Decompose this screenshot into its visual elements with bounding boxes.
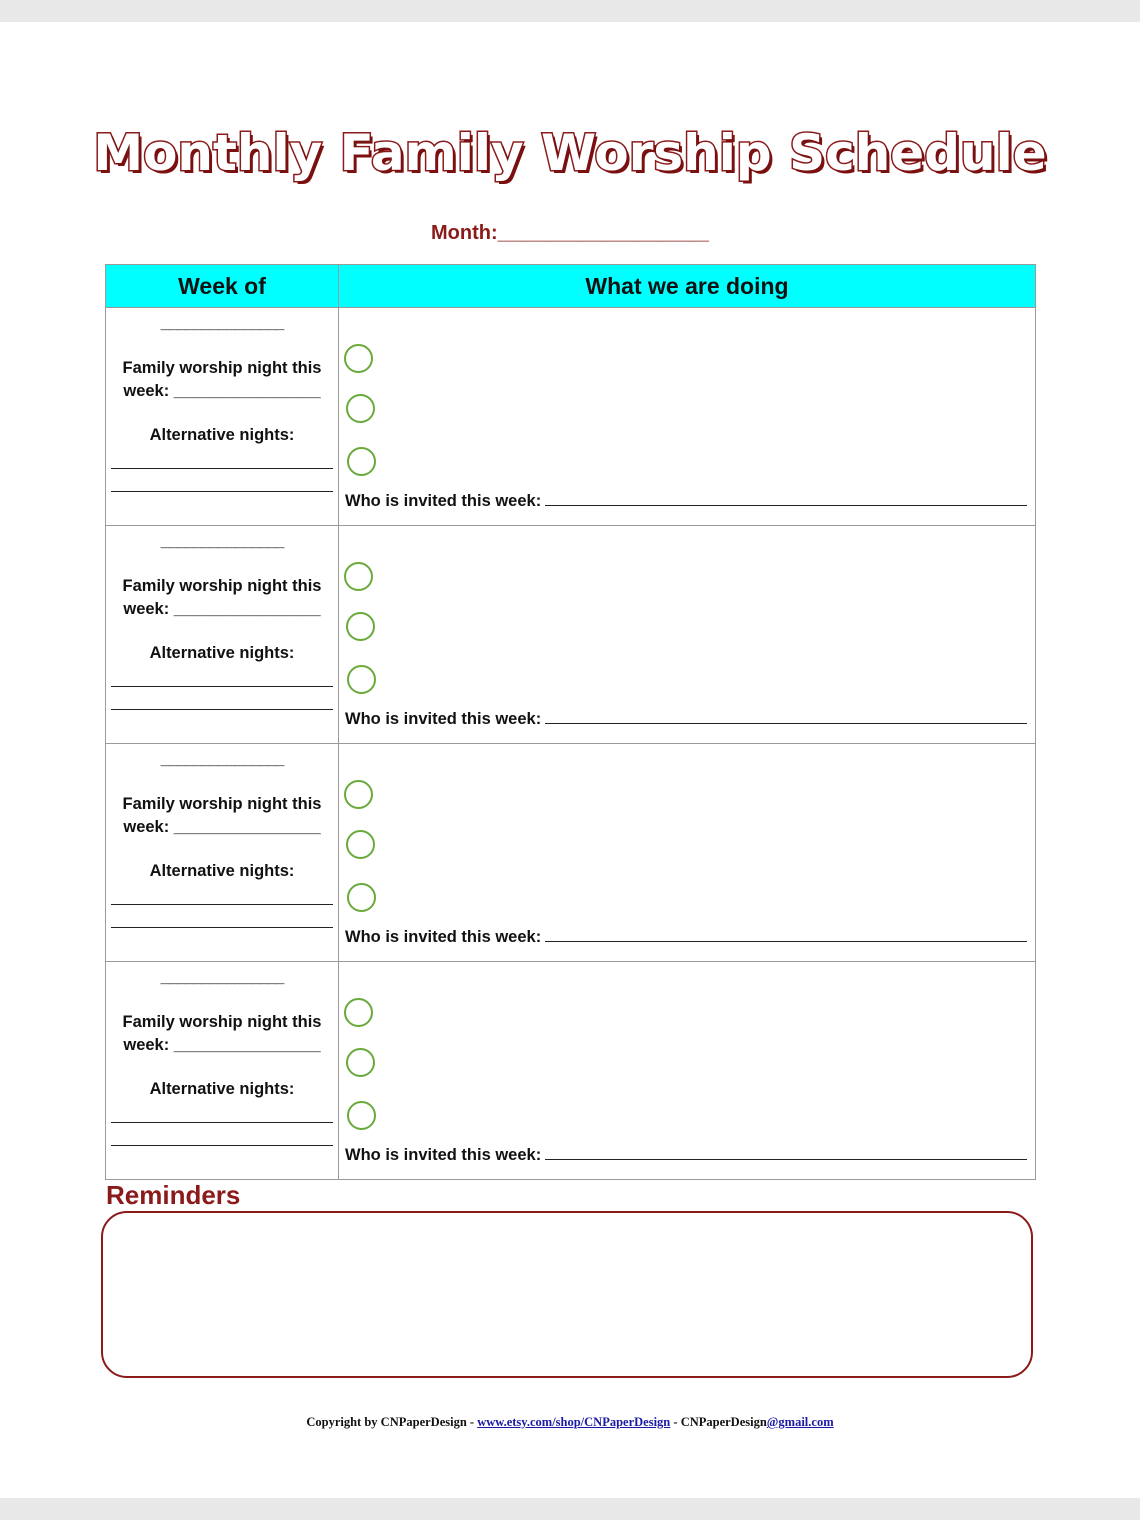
table-header-row: [106, 265, 1036, 308]
family-night-label: Family worship night this: [122, 359, 322, 377]
email-user-text: CNPaperDesign: [680, 1415, 767, 1429]
week-date-line: _______________: [160, 314, 284, 332]
activity-cell: [339, 526, 1036, 744]
family-night-label: Family worship night this: [122, 795, 322, 813]
alternative-night-line: [111, 491, 333, 492]
alternative-nights-label: Alternative nights:: [149, 1080, 295, 1098]
page-title: Monthly Family Worship Schedule: [93, 124, 1047, 182]
week-date-line: _______________: [160, 532, 284, 550]
checkbox-circle-icon: [346, 1048, 375, 1077]
invite-label: Who is invited this week:: [345, 710, 542, 728]
week-cell: [106, 744, 339, 962]
table-row: [106, 526, 1036, 744]
checkbox-circle-icon: [347, 883, 376, 912]
copyright-text: Copyright by CNPaperDesign: [306, 1415, 467, 1429]
invite-field: [345, 1146, 1027, 1165]
invite-field: [345, 928, 1027, 947]
week-date-line: _______________: [160, 968, 284, 986]
alternative-night-line: [111, 1145, 333, 1146]
checkbox-circle-icon: [346, 394, 375, 423]
month-field: Month:___________________: [431, 222, 709, 244]
week-cell: [106, 308, 339, 526]
alternative-nights-label: Alternative nights:: [149, 862, 295, 880]
checkbox-circle-icon: [346, 612, 375, 641]
footer-separator: -: [466, 1415, 478, 1429]
reminders-heading: Reminders: [106, 1180, 241, 1210]
family-night-week-line: week: ________________: [123, 600, 321, 618]
alternative-night-line: [111, 904, 333, 905]
invite-line: [545, 941, 1027, 942]
checkbox-circle-icon: [347, 665, 376, 694]
activity-cell: [339, 744, 1036, 962]
family-night-week-line: week: ________________: [123, 382, 321, 400]
family-night-week-line: week: ________________: [123, 1036, 321, 1054]
alternative-night-line: [111, 1122, 333, 1123]
worksheet-page: [0, 22, 1140, 1498]
family-night-label: Family worship night this: [122, 1013, 322, 1031]
table-row: [106, 962, 1036, 1180]
checkbox-circle-icon: [346, 830, 375, 859]
alternative-nights-label: Alternative nights:: [149, 426, 295, 444]
checkbox-circle-icon: [344, 998, 373, 1027]
table-row: [106, 308, 1036, 526]
activity-cell: [339, 962, 1036, 1180]
activity-cell: [339, 308, 1036, 526]
table-row: [106, 744, 1036, 962]
alternative-nights-label: Alternative nights:: [149, 644, 295, 662]
alternative-night-line: [111, 468, 333, 469]
header-week-of: Week of: [106, 265, 339, 308]
checkbox-circle-icon: [344, 780, 373, 809]
week-cell: [106, 526, 339, 744]
invite-line: [545, 723, 1027, 724]
family-night-field: [106, 1011, 338, 1057]
alternative-night-line: [111, 686, 333, 687]
family-night-field: [106, 357, 338, 403]
reminders-box: [101, 1211, 1033, 1378]
invite-line: [545, 1159, 1027, 1160]
footer-separator: -: [670, 1415, 681, 1429]
invite-field: [345, 492, 1027, 511]
invite-label: Who is invited this week:: [345, 1146, 542, 1164]
checkbox-circle-icon: [347, 447, 376, 476]
schedule-table: [105, 264, 1036, 1180]
invite-line: [545, 505, 1027, 506]
footer: [0, 1415, 1140, 1430]
checkbox-circle-icon: [344, 344, 373, 373]
family-night-field: [106, 575, 338, 621]
shop-link[interactable]: www.etsy.com/shop/CNPaperDesign: [477, 1415, 671, 1429]
email-link[interactable]: @gmail.com: [766, 1415, 834, 1429]
family-night-label: Family worship night this: [122, 577, 322, 595]
invite-field: [345, 710, 1027, 729]
invite-label: Who is invited this week:: [345, 928, 542, 946]
family-night-week-line: week: ________________: [123, 818, 321, 836]
invite-label: Who is invited this week:: [345, 492, 542, 510]
checkbox-circle-icon: [347, 1101, 376, 1130]
alternative-night-line: [111, 709, 333, 710]
header-what-we-are-doing: What we are doing: [339, 265, 1036, 308]
alternative-night-line: [111, 927, 333, 928]
checkbox-circle-icon: [344, 562, 373, 591]
week-cell: [106, 962, 339, 1180]
family-night-field: [106, 793, 338, 839]
week-date-line: _______________: [160, 750, 284, 768]
